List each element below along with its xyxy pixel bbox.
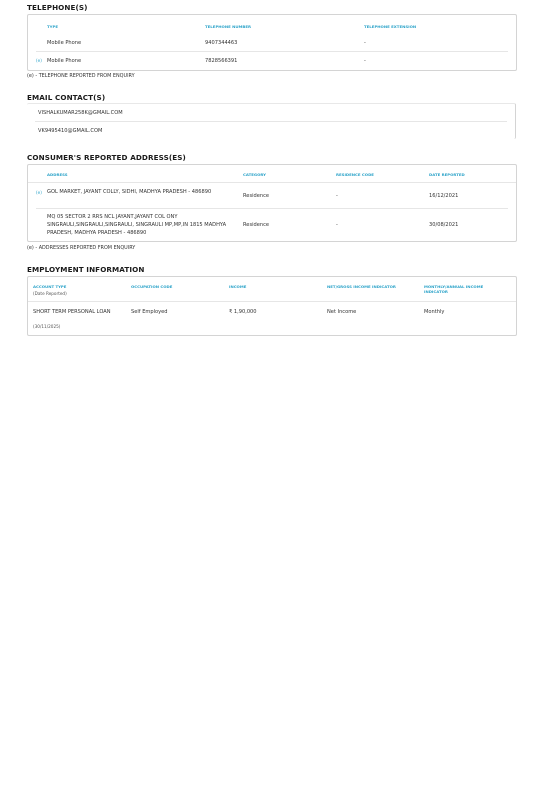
- row-divider: [35, 121, 507, 122]
- col-residence-header: RESIDENCE CODE: [336, 172, 374, 177]
- occupation-code: Self Employed: [131, 309, 168, 315]
- col-category-header: CATEGORY: [243, 172, 266, 177]
- col-extension-header: TELEPHONE EXTENSION: [364, 24, 417, 29]
- email-item: VK9495410@GMAIL.COM: [38, 128, 103, 134]
- residence-code: -: [336, 222, 338, 228]
- phone-extension: -: [364, 40, 366, 46]
- row-divider: [36, 51, 508, 52]
- header-divider: [28, 182, 516, 183]
- income-value: ₹ 1,90,000: [229, 309, 257, 315]
- address-category: Residence: [243, 222, 270, 228]
- telephones-note: (e) - TELEPHONE REPORTED FROM ENQUIRY: [27, 73, 135, 79]
- email-item: VISHALKUMAR258K@GMAIL.COM: [38, 110, 123, 116]
- enquiry-marker: (e): [36, 190, 42, 195]
- emails-list: [27, 103, 516, 139]
- col-net-gross-header: NET/GROSS INCOME INDICATOR: [327, 284, 396, 289]
- employment-table: [27, 276, 517, 336]
- col-date-header: DATE REPORTED: [429, 172, 465, 177]
- residence-code: -: [336, 193, 338, 199]
- date-reported: 30/08/2021: [429, 222, 459, 228]
- telephones-title: TELEPHONE(S): [27, 3, 88, 12]
- telephones-table: [27, 14, 517, 71]
- phone-type: Mobile Phone: [47, 40, 82, 46]
- monthly-annual-indicator: Monthly: [424, 309, 445, 315]
- addresses-title: CONSUMER'S REPORTED ADDRESS(ES): [27, 153, 186, 162]
- phone-extension: -: [364, 58, 366, 64]
- phone-type: Mobile Phone: [47, 58, 82, 64]
- address-category: Residence: [243, 193, 270, 199]
- col-address-header: ADDRESS: [47, 172, 68, 177]
- account-type: SHORT TERM PERSONAL LOAN: [33, 309, 111, 315]
- phone-number: 7828566391: [205, 58, 238, 64]
- address-text: GOL MARKET, JAYANT COLLY, SIDHI, MADHYA PRADESH - 486890: [47, 189, 212, 195]
- employment-title: EMPLOYMENT INFORMATION: [27, 265, 145, 274]
- phone-number: 9407344463: [205, 40, 238, 46]
- address-text: MQ 05 SECTOR 2 RRS NCL JAYANT,JAYANT COL ONY SINGRAULI,SINGRAULI,SINGRAULI, SINGRAULI MP,MP,IN 1815 MADHYA PRADESH, MADHYA PRADESH - 486890: [47, 214, 227, 236]
- col-occupation-header: OCCUPATION CODE: [131, 284, 173, 289]
- col-monthly-annual-header: MONTHLY/ANNUAL INCOME INDICATOR: [424, 284, 484, 294]
- date-reported: 16/12/2021: [429, 193, 459, 199]
- addresses-table: [27, 164, 517, 242]
- enquiry-marker: (e): [36, 58, 42, 63]
- col-type-header: TYPE: [47, 24, 58, 29]
- emails-title: EMAIL CONTACT(S): [27, 93, 106, 102]
- header-divider: [28, 301, 516, 302]
- account-date-reported: (30/11/2025): [33, 324, 61, 329]
- addresses-note: (e) - ADDRESSES REPORTED FROM ENQUIRY: [27, 245, 136, 251]
- row-divider: [36, 208, 508, 209]
- col-income-header: INCOME: [229, 284, 247, 289]
- col-date-reported-label: (Date Reported): [33, 291, 67, 296]
- net-gross-indicator: Net Income: [327, 309, 357, 315]
- col-account-type-header: ACCOUNT TYPE: [33, 284, 67, 289]
- col-number-header: TELEPHONE NUMBER: [205, 24, 252, 29]
